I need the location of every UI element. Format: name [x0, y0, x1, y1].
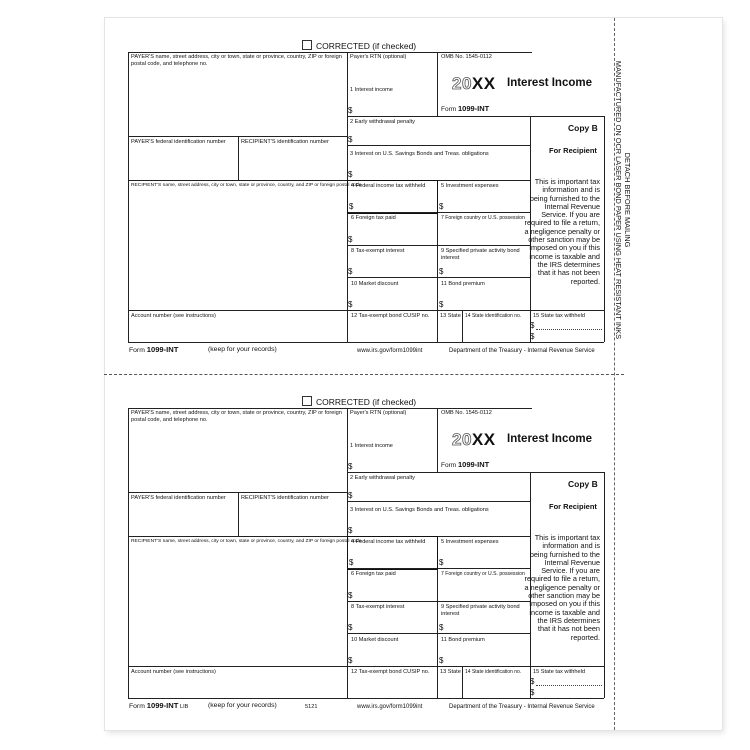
box9-label: 9 Specified private activity bond interest: [441, 248, 520, 261]
box15-dollar-2: $: [530, 688, 535, 697]
box11-dollar: $: [439, 300, 444, 309]
box14-label: 14 State identification no.: [465, 669, 522, 675]
corrected-checkbox[interactable]: [302, 40, 416, 51]
box5-dollar: $: [439, 558, 444, 567]
box3-label: 3 Interest on U.S. Savings Bonds and Treas. obligations: [350, 151, 489, 157]
form-number: Form 1099-INT: [441, 104, 490, 113]
box1-label: 1 Interest income: [350, 87, 393, 93]
box4-label: 4 Federal income tax withheld: [351, 539, 426, 545]
for-recipient-label: For Recipient: [549, 146, 597, 155]
box10-dollar: $: [348, 300, 353, 309]
box10-dollar: $: [348, 656, 353, 665]
notice-text: This is important tax information and is being furnished to the Internal Revenue Service. If you are required to file a return, a negligence penalty or other sanction may be imposed on you if this income is taxable and the IRS determines that it has not been reported.: [524, 533, 600, 642]
box4-dollar: $: [349, 202, 354, 211]
box2-dollar: $: [348, 135, 353, 144]
payer-name-label: PAYER'S name, street address, city or town, state or province, country, ZIP or foreign postal code, and telephone no.: [131, 54, 342, 67]
payer-tin-label: PAYER'S federal identification number: [131, 139, 226, 145]
footer-dept: Department of the Treasury - Internal Revenue Service: [449, 348, 595, 354]
form-copy-top: [0, 0, 750, 354]
manufactured-text: MANUFACTURED ON OCR LASER BOND PAPER USING HEAT RESISTANT INKS: [614, 60, 623, 340]
box1-dollar: $: [348, 106, 353, 115]
box2-label: 2 Early withdrawal penalty: [350, 475, 415, 481]
box8-label: 8 Tax-exempt interest: [351, 604, 405, 610]
box6-dollar: $: [348, 235, 353, 244]
box8-label: 8 Tax-exempt interest: [351, 248, 405, 254]
footer-dept: Department of the Treasury - Internal Revenue Service: [449, 704, 595, 710]
box15-label: 15 State tax withheld: [533, 669, 585, 675]
for-recipient-label: For Recipient: [549, 502, 597, 511]
recipient-name-label: RECIPIENT'S name, street address, city or town, state or province, country, and ZIP or foreign postal code: [131, 183, 362, 188]
payer-rtn-label: Payer's RTN (optional): [350, 54, 407, 60]
recipient-name-label: RECIPIENT'S name, street address, city or town, state or province, country, and ZIP or foreign postal code: [131, 539, 362, 544]
box14-label: 14 State identification no.: [465, 313, 522, 319]
payer-tin-label: PAYER'S federal identification number: [131, 495, 226, 501]
box6-label: 6 Foreign tax paid: [351, 215, 396, 221]
box3-dollar: $: [348, 526, 353, 535]
box4-dollar: $: [349, 558, 354, 567]
footer-form: Form 1099-INT: [129, 701, 179, 710]
box1-dollar: $: [348, 462, 353, 471]
account-number-label: Account number (see instructions): [131, 669, 216, 675]
notice-text: This is important tax information and is being furnished to the Internal Revenue Service. If you are required to file a return, a negligence penalty or other sanction may be imposed on you if this income is taxable and the IRS determines that it has not been reported.: [524, 177, 600, 286]
account-number-label: Account number (see instructions): [131, 313, 216, 319]
box10-label: 10 Market discount: [351, 281, 399, 287]
box2-label: 2 Early withdrawal penalty: [350, 119, 415, 125]
box12-label: 12 Tax-exempt bond CUSIP no.: [351, 669, 430, 675]
box5-dollar: $: [439, 202, 444, 211]
detach-text: DETACH BEFORE MAILING: [623, 152, 632, 248]
box5-label: 5 Investment expenses: [441, 183, 499, 189]
box1-label: 1 Interest income: [350, 443, 393, 449]
box2-dollar: $: [348, 491, 353, 500]
payer-rtn-label: Payer's RTN (optional): [350, 410, 407, 416]
footer-url: www.irs.gov/form1099int: [357, 704, 423, 710]
box5-label: 5 Investment expenses: [441, 539, 499, 545]
form-copy-bottom: [0, 356, 750, 710]
checkbox-square[interactable]: [302, 396, 312, 406]
box11-label: 11 Bond premium: [441, 637, 485, 643]
box3-label: 3 Interest on U.S. Savings Bonds and Treas. obligations: [350, 507, 489, 513]
box7-label: 7 Foreign country or U.S. possession: [441, 571, 525, 577]
footer-code-number: 5121: [305, 704, 318, 710]
form-title: Interest Income: [507, 77, 592, 89]
form-number: Form 1099-INT: [441, 460, 490, 469]
omb-number: OMB No. 1545-0112: [441, 410, 492, 416]
tax-year: 20XX: [452, 74, 496, 93]
checkbox-square[interactable]: [302, 40, 312, 50]
box13-label: 13 State: [440, 313, 461, 319]
box11-label: 11 Bond premium: [441, 281, 485, 287]
box7-label: 7 Foreign country or U.S. possession: [441, 215, 525, 221]
footer-keep: (keep for your records): [208, 702, 277, 709]
box9-dollar: $: [439, 267, 444, 276]
footer-form: Form 1099-INT: [129, 345, 179, 354]
box8-dollar: $: [348, 267, 353, 276]
box4-label: 4 Federal income tax withheld: [351, 183, 426, 189]
box13-label: 13 State: [440, 669, 461, 675]
corrected-label: CORRECTED (if checked): [316, 41, 417, 51]
footer-url: www.irs.gov/form1099int: [357, 348, 423, 354]
footer-code-lib: LIB: [180, 704, 189, 710]
box12-label: 12 Tax-exempt bond CUSIP no.: [351, 313, 430, 319]
box15-dollar-1: $: [530, 321, 535, 330]
recipient-tin-label: RECIPIENT'S identification number: [241, 139, 329, 145]
box6-label: 6 Foreign tax paid: [351, 571, 396, 577]
corrected-label: CORRECTED (if checked): [316, 397, 417, 407]
footer-keep: (keep for your records): [208, 346, 277, 353]
form-title: Interest Income: [507, 433, 592, 445]
box15-label: 15 State tax withheld: [533, 313, 585, 319]
box11-dollar: $: [439, 656, 444, 665]
box9-dollar: $: [439, 623, 444, 632]
recipient-tin-label: RECIPIENT'S identification number: [241, 495, 329, 501]
copy-label: Copy B: [568, 123, 598, 133]
tax-year: 20XX: [452, 430, 496, 449]
payer-name-label: PAYER'S name, street address, city or town, state or province, country, ZIP or foreign postal code, and telephone no.: [131, 410, 342, 423]
box3-dollar: $: [348, 170, 353, 179]
box6-dollar: $: [348, 591, 353, 600]
box15-dollar-1: $: [530, 677, 535, 686]
box9-label: 9 Specified private activity bond interest: [441, 604, 520, 617]
corrected-checkbox[interactable]: [302, 396, 416, 407]
box10-label: 10 Market discount: [351, 637, 399, 643]
omb-number: OMB No. 1545-0112: [441, 54, 492, 60]
box15-dollar-2: $: [530, 332, 535, 341]
copy-label: Copy B: [568, 479, 598, 489]
box8-dollar: $: [348, 623, 353, 632]
